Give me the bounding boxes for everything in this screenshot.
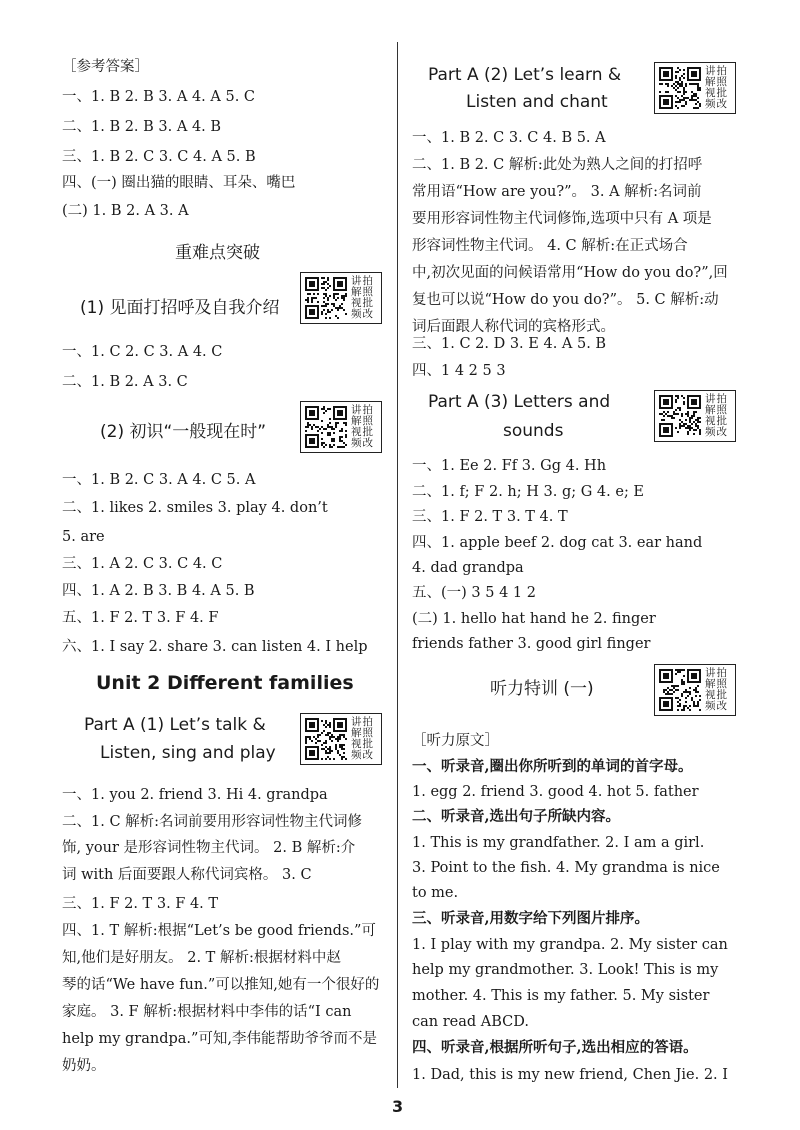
answer-line: 一、1. C 2. C 3. A 4. C [62,344,223,360]
answer-line: 二、1. f; F 2. h; H 3. g; G 4. e; E [412,484,645,500]
answer-line: 词 with 后面要跟人称代词宾格。 3. C [62,867,312,883]
answer-line: (二) 1. B 2. A 3. A [62,203,189,219]
answer-line: 五、(一) 3 5 4 1 2 [412,585,536,601]
answer-line: 知,他们是好朋友。 2. T 解析:根据材料中赵 [62,950,341,966]
page-number: 3 [392,1097,404,1116]
qr-code-video[interactable] [654,62,736,114]
answer-line: friends father 3. good girl finger [412,636,651,652]
answer-line: 琴的话“We have fun.”可以推知,她有一个很好的 [62,977,380,993]
qr-label: 讲拍解照视批频改 [705,667,728,712]
answer-line: 四、(一) 圈出猫的眼睛、耳朵、嘴巴 [62,175,296,191]
answer-line: 一、1. B 2. C 3. C 4. B 5. A [412,130,606,146]
answer-line: 三、1. B 2. C 3. C 4. A 5. B [62,149,256,165]
answer-line: 3. Point to the fish. 4. My grandma is nice [412,860,720,876]
answer-line: 常用语“How are you?”。 3. A 解析:名词前 [412,184,702,200]
section-heading: sounds [503,421,564,441]
qr-code-video[interactable] [654,664,736,716]
qr-label: 讲拍解照视批频改 [351,716,374,761]
answer-line: 三、1. C 2. D 3. E 4. A 5. B [412,336,607,352]
answer-line: help my grandmother. 3. Look! This is my [412,962,719,978]
answer-line: ［参考答案］ [62,59,149,75]
qr-icon [305,277,347,319]
section-heading: Part A (3) Letters and [428,392,611,412]
answer-line: 1. This is my grandfather. 2. I am a girl. [412,835,705,851]
qr-label: 讲拍解照视批频改 [705,65,728,110]
answer-line: 一、1. Ee 2. Ff 3. Gg 4. Hh [412,458,607,474]
answer-line: 二、1. C 解析:名词前要用形容词性物主代词修 [62,814,363,830]
qr-label: 讲拍解照视批频改 [351,275,374,320]
answer-line: 一、1. B 2. B 3. A 4. A 5. C [62,89,256,105]
qr-icon [305,406,347,448]
answer-line: 家庭。 3. F 解析:根据材料中李伟的话“I can [62,1004,352,1020]
section-heading: Part A (2) Let’s learn & [428,65,622,85]
section-heading: (2) 初识“一般现在时” [100,422,267,442]
answer-line: 中,初次见面的问候语常用“How do you do?”,回 [412,265,728,281]
answer-line: help my grandpa.”可知,李伟能帮助爷爷而不是 [62,1031,378,1047]
column-divider [397,42,398,1088]
section-heading: 重难点突破 [175,243,260,263]
answer-line: 5. are [62,529,105,545]
answer-line: (二) 1. hello hat hand he 2. finger [412,611,656,627]
qr-label: 讲拍解照视批频改 [705,393,728,438]
qr-icon [659,669,701,711]
answer-line: 4. dad grandpa [412,560,524,576]
answer-line: 四、1. apple beef 2. dog cat 3. ear hand [412,535,703,551]
answer-line: to me. [412,885,459,901]
answer-line: 二、1. likes 2. smiles 3. play 4. don’t [62,500,328,516]
answer-line: ［听力原文］ [412,733,499,749]
answer-line: 复也可以说“How do you do?”。 5. C 解析:动 [412,292,719,308]
answer-line: 三、1. F 2. T 3. T 4. T [412,509,568,525]
answer-line: 1. I play with my grandpa. 2. My sister can [412,937,728,953]
answer-line: 三、1. F 2. T 3. F 4. T [62,896,219,912]
section-heading: (1) 见面打招呼及自我介绍 [80,298,280,318]
answer-line: 要用形容词性物主代词修饰,选项中只有 A 项是 [412,211,712,227]
answer-line: 二、1. B 2. C 解析:此处为熟人之间的打招呼 [412,157,703,173]
answer-line: 形容词性物主代词。 4. C 解析:在正式场合 [412,238,688,254]
answer-line: 饰, your 是形容词性物主代词。 2. B 解析:介 [62,840,356,856]
qr-label: 讲拍解照视批频改 [351,404,374,449]
answer-line: 一、听录音,圈出你所听到的单词的首字母。 [412,758,693,775]
section-heading: 听力特训 (一) [490,679,594,699]
answer-line: 一、1. B 2. C 3. A 4. C 5. A [62,472,256,488]
answer-line: 一、1. you 2. friend 3. Hi 4. grandpa [62,787,328,803]
answer-line: 二、1. B 2. B 3. A 4. B [62,119,222,135]
answer-line: mother. 4. This is my father. 5. My sister [412,988,710,1004]
answer-line: 四、1. A 2. B 3. B 4. A 5. B [62,583,255,599]
answer-line: 词后面跟人称代词的宾格形式。 [412,319,615,335]
qr-code-video[interactable] [300,401,382,453]
answer-line: 1. egg 2. friend 3. good 4. hot 5. father [412,784,699,800]
unit-title: Unit 2 Different families [96,672,354,694]
answer-line: 奶奶。 [62,1058,106,1074]
answer-line: 二、1. B 2. A 3. C [62,374,188,390]
answer-line: 四、1 4 2 5 3 [412,363,506,379]
section-heading: Listen, sing and play [100,743,276,763]
section-heading: Listen and chant [466,92,608,112]
answer-line: 六、1. I say 2. share 3. can listen 4. I help [62,639,368,655]
answer-line: 五、1. F 2. T 3. F 4. F [62,610,219,626]
answer-line: 三、1. A 2. C 3. C 4. C [62,556,223,572]
answer-line: 二、听录音,选出句子所缺内容。 [412,808,621,825]
answer-line: 四、1. T 解析:根据“Let’s be good friends.”可 [62,923,376,939]
answer-line: can read ABCD. [412,1014,529,1030]
qr-icon [659,395,701,437]
qr-icon [305,718,347,760]
answer-line: 四、听录音,根据所听句子,选出相应的答语。 [412,1039,698,1056]
answer-line: 三、听录音,用数字给下列图片排序。 [412,910,650,927]
answer-line: 1. Dad, this is my new friend, Chen Jie. 2. I [412,1067,728,1083]
qr-code-video[interactable] [300,272,382,324]
section-heading: Part A (1) Let’s talk & [84,715,266,735]
qr-code-video[interactable] [300,713,382,765]
qr-icon [659,67,701,109]
qr-code-video[interactable] [654,390,736,442]
